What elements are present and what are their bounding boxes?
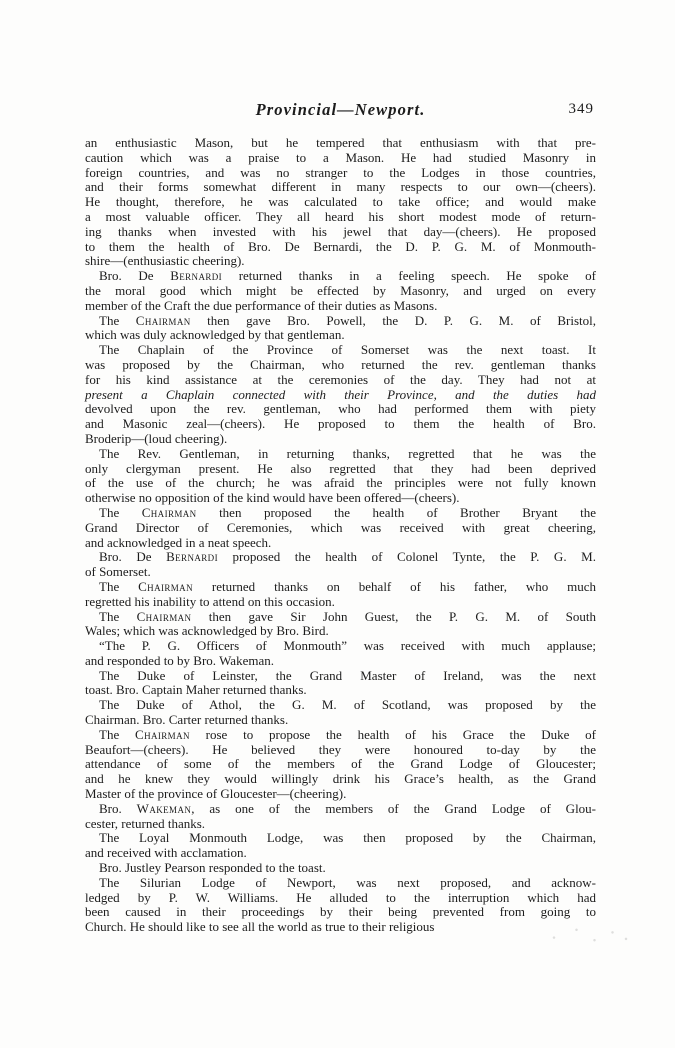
text-line bbox=[85, 580, 596, 595]
paragraph bbox=[85, 831, 596, 861]
text-line bbox=[85, 861, 596, 876]
text-line bbox=[85, 462, 596, 477]
text-line bbox=[85, 432, 596, 447]
text-segment: The bbox=[99, 726, 135, 742]
text-segment: The Duke of Athol, the G. M. of Scotland, was proposed by the bbox=[99, 697, 596, 713]
text-segment: The bbox=[99, 578, 139, 594]
text-segment: The bbox=[99, 312, 136, 328]
text-line bbox=[85, 624, 596, 639]
text-segment: ing thanks when invested with his jewel that day—(cheers). He proposed bbox=[85, 223, 596, 239]
text-segment: and acknowledged in a neat speech. bbox=[85, 534, 272, 550]
paragraph bbox=[85, 343, 596, 447]
text-segment: toast. Bro. Captain Maher returned thanks. bbox=[85, 682, 307, 698]
text-segment: Church. He should like to see all the world as true to their religious bbox=[85, 919, 435, 935]
small-caps-name: Chairman bbox=[135, 726, 190, 742]
paragraph bbox=[85, 136, 596, 269]
paragraph bbox=[85, 861, 596, 876]
text-line bbox=[85, 802, 596, 817]
text-segment: Master of the province of Gloucester—(cheering). bbox=[85, 786, 347, 802]
paragraph bbox=[85, 269, 596, 313]
text-line bbox=[85, 831, 596, 846]
text-line bbox=[85, 683, 596, 698]
paragraph bbox=[85, 802, 596, 832]
small-caps-name: Bernardi bbox=[170, 268, 223, 284]
text-line bbox=[85, 284, 596, 299]
paragraph bbox=[85, 639, 596, 669]
paragraph bbox=[85, 728, 596, 802]
text-segment: which was duly acknowledged by that gentleman. bbox=[85, 327, 345, 343]
text-segment: a most valuable officer. They all heard his short modest mode of return- bbox=[85, 208, 596, 224]
text-line bbox=[85, 269, 596, 284]
text-line bbox=[85, 299, 596, 314]
paragraph bbox=[85, 610, 596, 640]
paragraph bbox=[85, 314, 596, 344]
text-line bbox=[85, 447, 596, 462]
text-line bbox=[85, 550, 596, 565]
text-line bbox=[85, 565, 596, 580]
text-segment: member of the Craft the due performance of their duties as Masons. bbox=[85, 297, 438, 313]
text-segment: present a Chaplain connected with their Province, and the duties had bbox=[85, 386, 596, 402]
text-line bbox=[85, 772, 596, 787]
text-line bbox=[85, 225, 596, 240]
text-line bbox=[85, 846, 596, 861]
text-segment: been caused in their proceedings by their being prevented from going to bbox=[85, 904, 596, 920]
text-line bbox=[85, 166, 596, 181]
paragraph bbox=[85, 447, 596, 506]
text-line bbox=[85, 713, 596, 728]
text-line bbox=[85, 254, 596, 269]
text-line bbox=[85, 328, 596, 343]
text-segment: The Duke of Leinster, the Grand Master of Ireland, was the next bbox=[99, 667, 596, 683]
text-segment: regretted his inability to attend on this occasion. bbox=[85, 593, 335, 609]
text-line bbox=[85, 151, 596, 166]
text-segment: devolved upon the rev. gentleman, who had performed them with piety bbox=[85, 401, 596, 417]
text-line bbox=[85, 491, 596, 506]
text-segment: to them the health of Bro. De Bernardi, the D. P. G. M. of Monmouth- bbox=[85, 238, 596, 254]
text-line bbox=[85, 728, 596, 743]
paragraph bbox=[85, 698, 596, 728]
text-segment: , as one of the members of the Grand Lodge of Glou- bbox=[191, 800, 597, 816]
text-segment: returned thanks on behalf of his father, who much bbox=[192, 578, 596, 594]
text-line bbox=[85, 698, 596, 713]
text-segment: Chairman. Bro. Carter returned thanks. bbox=[85, 712, 289, 728]
small-caps-name: Chairman bbox=[136, 608, 192, 624]
text-segment: The Chaplain of the Province of Somerset was the next toast. It bbox=[99, 342, 596, 358]
text-line bbox=[85, 876, 596, 891]
page-title: Provincial—Newport. bbox=[255, 100, 426, 119]
text-segment: The Loyal Monmouth Lodge, was then proposed by the Chairman, bbox=[99, 830, 596, 846]
text-segment: shire—(enthusiastic cheering). bbox=[85, 253, 245, 269]
text-segment: and he knew they would willingly drink his Grace’s health, as the Grand bbox=[85, 771, 596, 787]
text-line bbox=[85, 373, 596, 388]
text-segment: Bro. De bbox=[99, 549, 167, 565]
text-segment: Beaufort—(cheers). He believed they were honoured to-day by the bbox=[85, 741, 596, 757]
small-caps-name: Chairman bbox=[135, 312, 191, 328]
text-line bbox=[85, 240, 596, 255]
text-line bbox=[85, 654, 596, 669]
text-line bbox=[85, 905, 596, 920]
text-segment: Grand Director of Ceremonies, which was received with great cheering, bbox=[85, 519, 596, 535]
paragraph bbox=[85, 506, 596, 550]
text-segment: The bbox=[99, 504, 142, 520]
text-line bbox=[85, 920, 596, 935]
text-line bbox=[85, 595, 596, 610]
text-segment: Bro. De bbox=[99, 268, 171, 284]
small-caps-name: Wakeman bbox=[136, 800, 192, 816]
text-segment: for his kind assistance at the ceremonies of the day. They had not at bbox=[85, 371, 596, 387]
text-segment: ledged by P. W. Williams. He alluded to the interruption which had bbox=[85, 889, 596, 905]
text-segment: then gave Sir John Guest, the P. G. M. of South bbox=[191, 608, 596, 624]
text-segment: of Somerset. bbox=[85, 564, 151, 580]
text-line bbox=[85, 388, 596, 403]
text-line bbox=[85, 358, 596, 373]
paragraph bbox=[85, 550, 596, 580]
text-segment: and received with acclamation. bbox=[85, 845, 247, 861]
text-segment: otherwise no opposition of the kind would have been offered—(cheers). bbox=[85, 490, 460, 506]
text-segment: Bro. Justley Pearson responded to the toast. bbox=[99, 860, 326, 876]
text-segment: and responded to by Bro. Wakeman. bbox=[85, 652, 274, 668]
text-segment: Wales; which was acknowledged by Bro. Bird. bbox=[85, 623, 329, 639]
text-segment: cester, returned thanks. bbox=[85, 815, 206, 831]
text-segment: was proposed by the Chairman, who returned the rev. gentleman thanks bbox=[85, 356, 596, 372]
text-line bbox=[85, 536, 596, 551]
running-header bbox=[85, 99, 596, 120]
text-segment: an enthusiastic Mason, but he tempered that enthusiasm with that pre- bbox=[85, 135, 596, 150]
text-line bbox=[85, 314, 596, 329]
text-segment: The Rev. Gentleman, in returning thanks, regretted that he was the bbox=[99, 445, 596, 461]
text-segment: returned thanks in a feeling speech. He spoke of bbox=[222, 268, 596, 284]
text-segment: caution which was a praise to a Mason. He had studied Masonry in bbox=[85, 149, 596, 165]
text-segment: foreign countries, and was no stranger to the Lodges in those countries, bbox=[85, 164, 596, 180]
text-segment: the moral good which might be effected by Masonry, and urged on every bbox=[85, 282, 596, 298]
text-line bbox=[85, 210, 596, 225]
text-segment: Broderip—(loud cheering). bbox=[85, 430, 228, 446]
text-segment: only clergyman present. He also regretted that they had been deprived bbox=[85, 460, 596, 476]
text-line bbox=[85, 476, 596, 491]
scan-noise-speckle bbox=[545, 922, 635, 948]
text-column bbox=[85, 99, 596, 935]
small-caps-name: Bernardi bbox=[166, 549, 218, 565]
text-line bbox=[85, 817, 596, 832]
text-line bbox=[85, 195, 596, 210]
text-line bbox=[85, 610, 596, 625]
text-segment: of the use of the church; he was afraid the principles were not fully known bbox=[85, 475, 596, 491]
text-line bbox=[85, 180, 596, 195]
text-line bbox=[85, 669, 596, 684]
page-body bbox=[85, 136, 596, 935]
text-segment: The bbox=[99, 608, 137, 624]
text-line bbox=[85, 757, 596, 772]
text-line bbox=[85, 787, 596, 802]
page-number: 349 bbox=[568, 101, 594, 117]
text-line bbox=[85, 343, 596, 358]
text-segment: Bro. bbox=[99, 800, 137, 816]
text-segment: “The P. G. Officers of Monmouth” was received with much applause; bbox=[99, 638, 596, 654]
small-caps-name: Chairman bbox=[138, 578, 193, 594]
text-segment: then proposed the health of Brother Bryant the bbox=[196, 504, 596, 520]
text-line bbox=[85, 521, 596, 536]
text-line bbox=[85, 402, 596, 417]
text-segment: attendance of some of the members of the Grand Lodge of Gloucester; bbox=[85, 756, 596, 772]
text-segment: The Silurian Lodge of Newport, was next proposed, and acknow- bbox=[99, 874, 596, 890]
text-line bbox=[85, 891, 596, 906]
text-segment: then gave Bro. Powell, the D. P. G. M. of Bristol, bbox=[190, 312, 596, 328]
text-line bbox=[85, 639, 596, 654]
paragraph bbox=[85, 580, 596, 610]
text-segment: proposed the health of Colonel Tynte, the P. G. M. bbox=[217, 549, 596, 565]
text-line bbox=[85, 506, 596, 521]
text-segment: and Masonic zeal—(cheers). He proposed to them the health of Bro. bbox=[85, 416, 596, 432]
text-segment: rose to propose the health of his Grace the Duke of bbox=[189, 726, 596, 742]
small-caps-name: Chairman bbox=[141, 504, 197, 520]
text-segment: and their forms somewhat different in many respects to our own—(cheers). bbox=[85, 179, 596, 195]
text-line bbox=[85, 417, 596, 432]
paragraph bbox=[85, 669, 596, 699]
text-line bbox=[85, 743, 596, 758]
paragraph bbox=[85, 876, 596, 935]
text-line bbox=[85, 136, 596, 151]
text-segment: He thought, therefore, he was calculated to take office; and would make bbox=[85, 194, 596, 210]
